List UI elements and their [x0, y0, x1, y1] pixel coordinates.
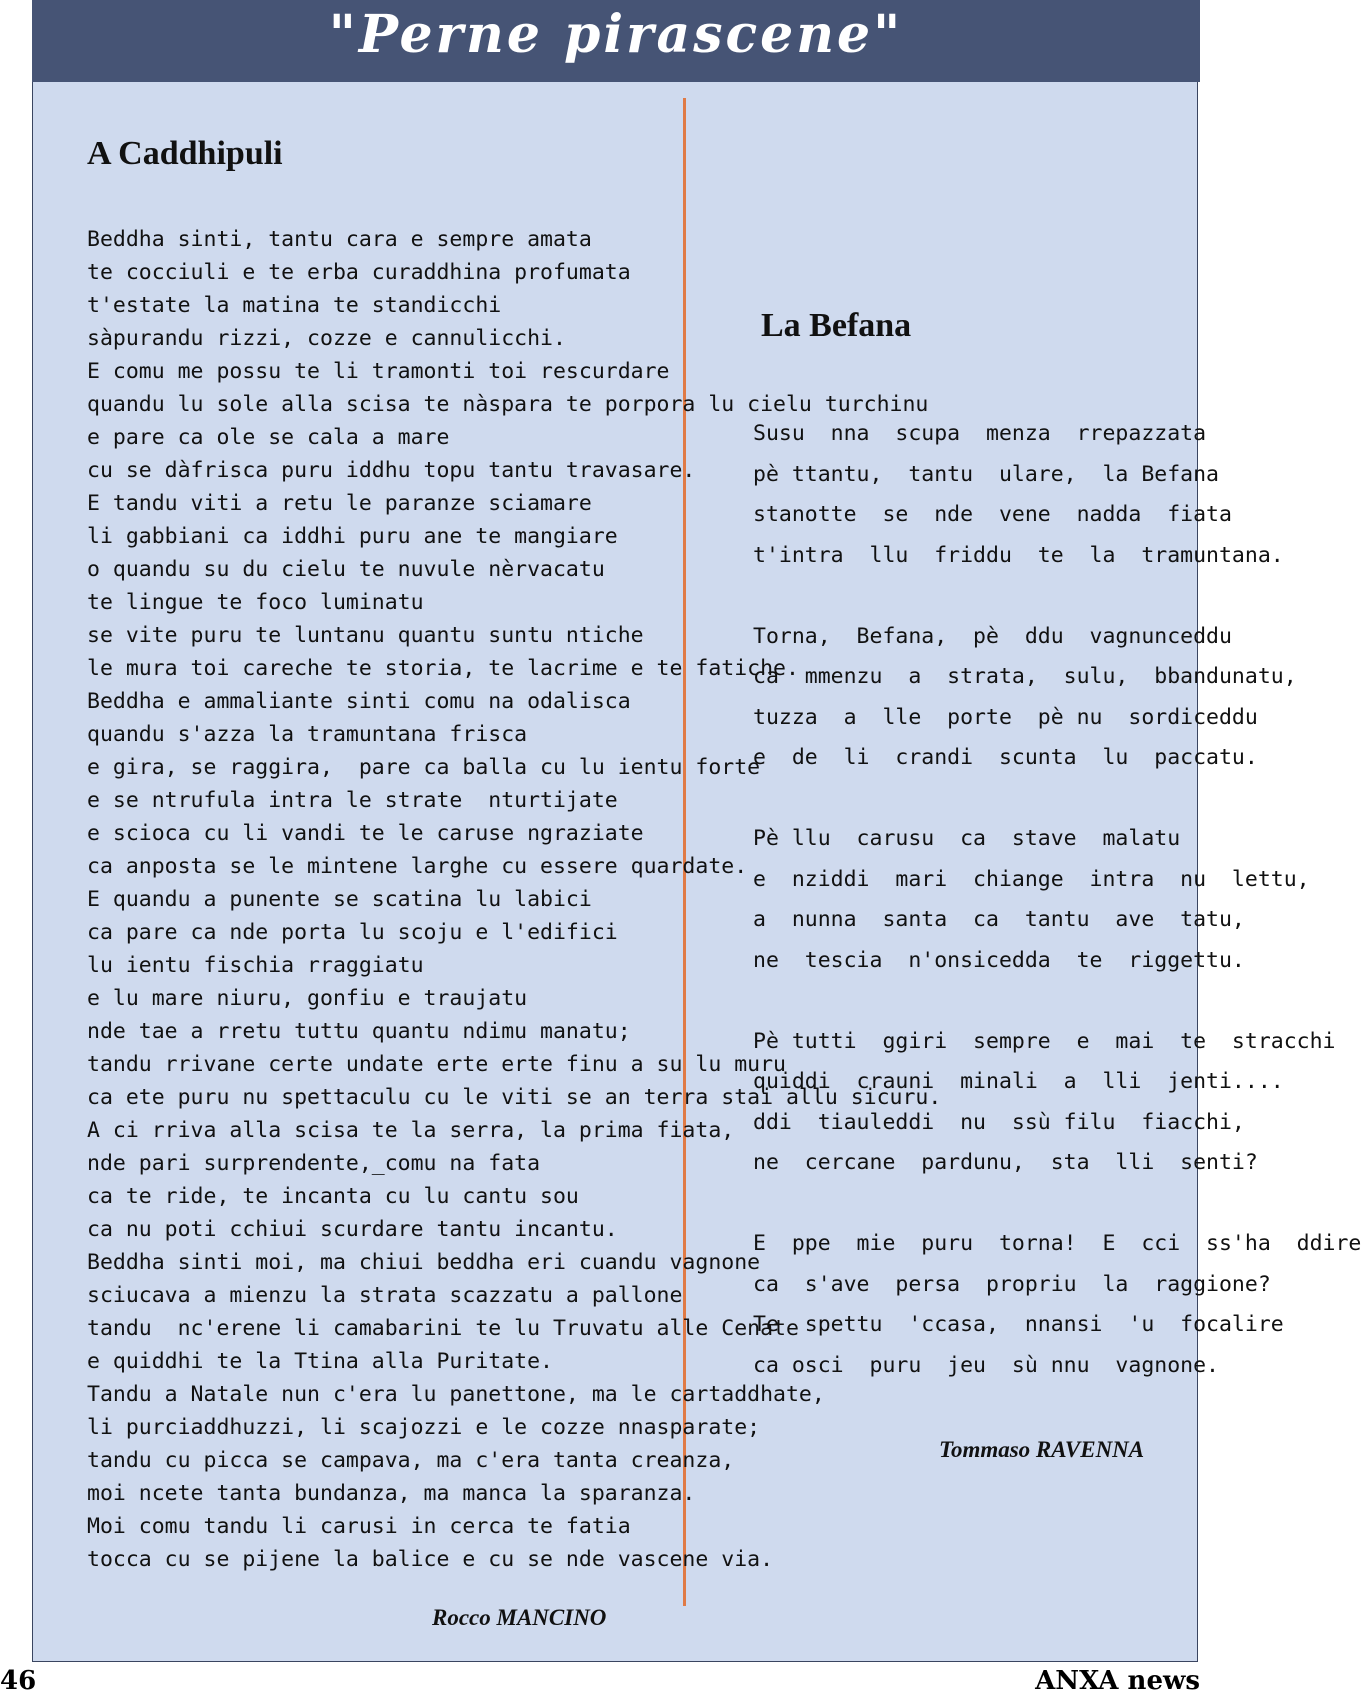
right-poem-body: Susu nna scupa menza rrepazzata pè ttantu, tantu ulare, la Befana stanotte se nde vene nadda fiata t'intra llu friddu te la tramuntana. Torna, Befana, pè ddu vagnunceddu ca mmenzu a strata, sulu, bbandunatu, tuzza a lle porte pè nu sordiceddu e de li crandi scunta lu paccatu. Pè llu carusu ca stave malatu e nziddi mari chiange intra nu lettu, a nunna santa ca tantu ave tatu, ne tescia n'onsicedda te riggettu. Pè tutti ggiri sempre e mai te stracchi quiddi crauni minali a lli jenti.... ddi tiauleddi nu ssù filu fiacchi, ne cercane pardunu, sta lli senti? E ppe mie puru torna! E cci ss'ha ddire ca s'ave persa propriu la raggione? Te spettu 'ccasa, nnansi 'u focalire ca osci puru jeu sù nnu vagnone. [753, 421, 1361, 1378]
page-title: "Perne pirascene" [328, 4, 904, 65]
header-banner [32, 0, 1200, 82]
left-poem-author: Rocco MANCINO [432, 1605, 607, 1630]
left-poem-title: A Caddhipuli [87, 135, 283, 172]
left-poem-body: Beddha sinti, tantu cara e sempre amata te cocciuli e te erba curaddhina profumata t'estate la matina te standicchi sàpurandu rizzi, cozze e cannulicchi. E comu me possu te li tramonti toi rescurdare quandu lu sole alla scisa te nàspara te porpora lu cielu turchinu e pare ca ole se cala a mare cu se dàfrisca puru iddhu topu tantu travasare. E tandu viti a retu le paranze sciamare li gabbiani ca iddhi puru ane te mangiare o quandu su du cielu te nuvule nèrvacatu te lingue te foco luminatu se vite puru te luntanu quantu suntu ntiche le mura toi careche te storia, te lacrime e te fatiche. Beddha e ammaliante sinti comu na odalisca quandu s'azza la tramuntana frisca e gira, se raggira, pare ca balla cu lu ientu forte e se ntrufula intra le strate nturtijate e scioca cu li vandi te le caruse ngraziate ca anposta se le mintene larghe cu essere quardate. E quandu a punente se scatina lu labici ca pare ca nde porta lu scoju e l'edifici lu ientu fischia rraggiatu e lu mare niuru, gonfiu e traujatu nde tae a rretu tuttu quantu ndimu manatu; tandu rrivane certe undate erte erte finu a su lu muru ca ete puru nu spettaculu cu le viti se an terra stai allu sicuru. A ci rriva alla scisa te la serra, la prima fiata, nde pari surprendente,_comu na fata ca te ride, te incanta cu lu cantu sou ca nu poti cchiui scurdare tantu incantu. Beddha sinti moi, ma chiui beddha eri cuandu vagnone sciucava a mienzu la strata scazzatu a pallone tandu nc'erene li camabarini te lu Truvatu alle Cenate e quiddhi te la Ttina alla Puritate. Tandu a Natale nun c'era lu panettone, ma le cartaddhate, li purciaddhuzzi, li scajozzi e le cozze nnasparate; tandu cu picca se campava, ma c'era tanta creanza, moi ncete tanta bundanza, ma manca la sparanza. Moi comu tandu li carusi in cerca te fatia tocca cu se pijene la balice e cu se nde vascene via. [87, 227, 942, 1572]
footer-brand: ANXA news [1035, 1666, 1200, 1696]
right-poem-title: La Befana [761, 307, 912, 344]
page-number: 46 [0, 1666, 37, 1696]
right-poem-author: Tommaso RAVENNA [939, 1437, 1145, 1462]
